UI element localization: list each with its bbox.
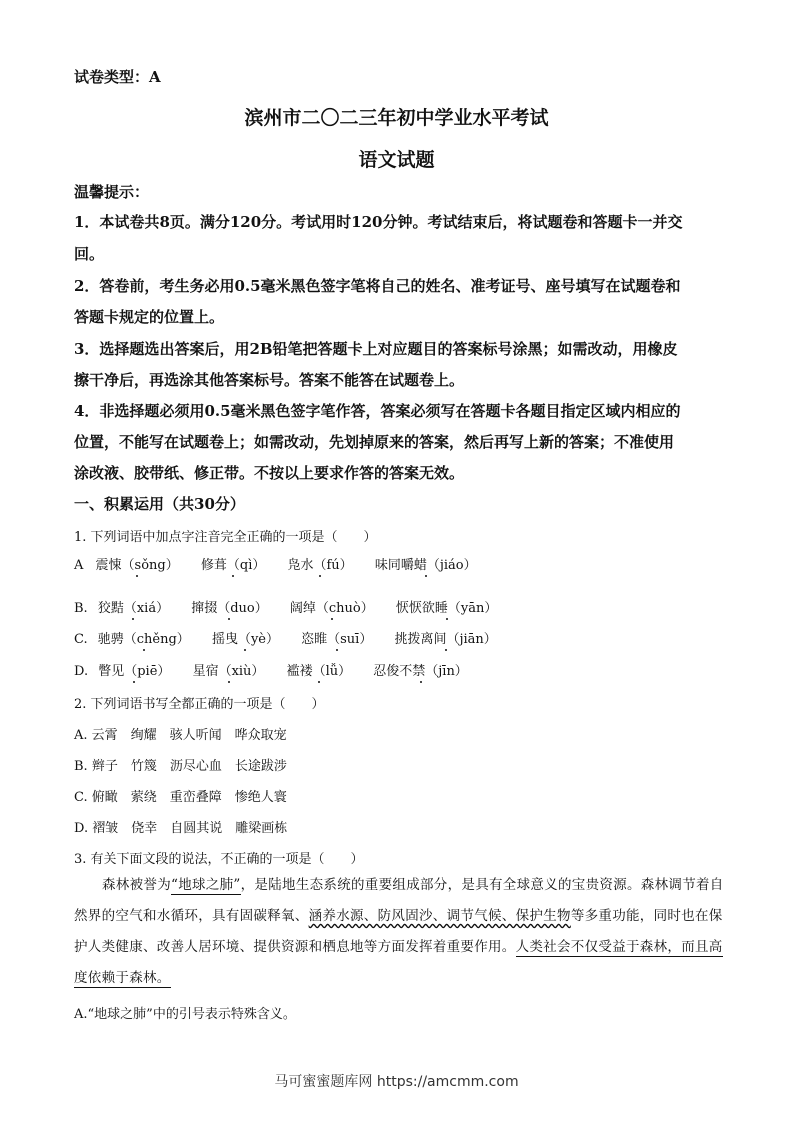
- term: 恹恹欲睡（yān）: [396, 597, 497, 616]
- term: 震悚（sǒng）: [96, 554, 179, 573]
- option-letter: C.: [74, 632, 88, 647]
- term: 阔绰（chuò）: [290, 597, 374, 616]
- notice-line-5: 3．选择题选出答案后，用2B铅笔把答题卡上对应题目的答案标号涂黑；如需改动，用橡皮: [74, 340, 678, 358]
- notice-line-2: 回。: [74, 245, 105, 263]
- notice-line-7: 4．非选择题必须用0.5毫米黑色签字笔作答，答案必须写在答题卡各题目指定区域内相应的: [74, 402, 681, 420]
- passage-underlined-quote: “地球之肺”: [171, 877, 241, 893]
- option-letter: D.: [74, 664, 89, 679]
- term: 驰骋（chěng）: [98, 628, 190, 647]
- passage-text: ，是陆地生态系统的重要组成部分，是具有全球意义的宝贵资源。森林调节着自然界的空气和水循环，具有固碳释氧、: [74, 877, 724, 924]
- q1-option-a: [74, 554, 495, 573]
- exam-title: 滨州市二〇二三年初中学业水平考试: [244, 107, 549, 129]
- term: 味同嚼蜡（jiáo）: [375, 554, 477, 573]
- term: 狡黠（xiá）: [98, 597, 169, 616]
- q3-passage: [74, 870, 724, 994]
- q1-option-d: [74, 660, 486, 679]
- term: 忍俊不禁（jīn）: [373, 660, 468, 679]
- notice-line-9: 涂改液、胶带纸、修正带。不按以上要求作答的答案无效。: [74, 464, 465, 482]
- term: 星宿（xiù）: [193, 660, 265, 679]
- term: 撺掇（duo）: [191, 597, 268, 616]
- term: 摇曳（yè）: [212, 628, 279, 647]
- q1-option-b: [74, 597, 515, 616]
- paper-type: 试卷类型：A: [74, 68, 161, 86]
- section-heading: 一、积累运用（共30分）: [74, 495, 245, 513]
- notice-line-4: 答题卡规定的位置上。: [74, 308, 225, 326]
- notice-line-6: 擦干净后，再选涂其他答案标号。答案不能答在试题卷上。: [74, 371, 465, 389]
- term: 瞥见（piē）: [98, 660, 170, 679]
- exam-subtitle: 语文试题: [358, 149, 435, 171]
- passage-text: 等多重功能，同时也在保护人类健康、改善人居环境、提供资源和栖息地等方面发挥着重要作用。: [74, 908, 723, 955]
- term: 修葺（qì）: [201, 554, 265, 573]
- notice-line-3: 2．答卷前，考生务必用0.5毫米黑色签字笔将自己的姓名、准考证号、座号填写在试题卷和: [74, 277, 681, 295]
- footer-watermark: 马可蜜蜜题库网 https://amcmm.com: [274, 1074, 519, 1090]
- passage-wavy-underlined: 涵养水源、防风固沙、调节气候、保护生物: [308, 908, 571, 924]
- passage-underlined-sentence: 人类社会不仅受益于森林，而且高度依赖于森林。: [74, 939, 723, 986]
- term: 恣睢（suī）: [301, 628, 372, 647]
- notice-line-8: 位置，不能写在试题卷上；如需改动，先划掉原来的答案，然后再写上新的答案；不准使用: [74, 433, 675, 451]
- q2-option-a: A. 云霄 绚耀 骇人听闻 哗众取宠: [74, 728, 287, 743]
- q3-option-a: A.“地球之肺”中的引号表示特殊含义。: [74, 1007, 296, 1022]
- option-letter: A: [74, 558, 84, 573]
- term: 褴褛（lǚ）: [287, 660, 352, 679]
- term: 挑拨离间（jiān）: [394, 628, 496, 647]
- q2-option-c: C. 俯瞰 萦绕 重峦叠障 惨绝人寰: [74, 790, 287, 805]
- q3-stem: 3. 有关下面文段的说法，不正确的一项是（ ）: [74, 852, 364, 867]
- q2-option-b: B. 辫子 竹篾 沥尽心血 长途跋涉: [74, 759, 287, 774]
- passage-text: 森林被誉为: [102, 877, 171, 893]
- q1-option-c: [74, 628, 515, 647]
- option-letter: B.: [74, 601, 88, 616]
- q1-stem: 1. 下列词语中加点字注音完全正确的一项是（ ）: [74, 530, 377, 545]
- term: 凫水（fú）: [288, 554, 353, 573]
- notice-line-1: 1．本试卷共8页。满分120分。考试用时120分钟。考试结束后，将试题卷和答题卡一并交: [74, 213, 683, 231]
- notice-heading: 温馨提示：: [74, 183, 150, 201]
- q2-stem: 2. 下列词语书写全都正确的一项是（ ）: [74, 697, 325, 712]
- q2-option-d: D. 褶皱 侥幸 自圆其说 雕梁画栋: [74, 821, 288, 836]
